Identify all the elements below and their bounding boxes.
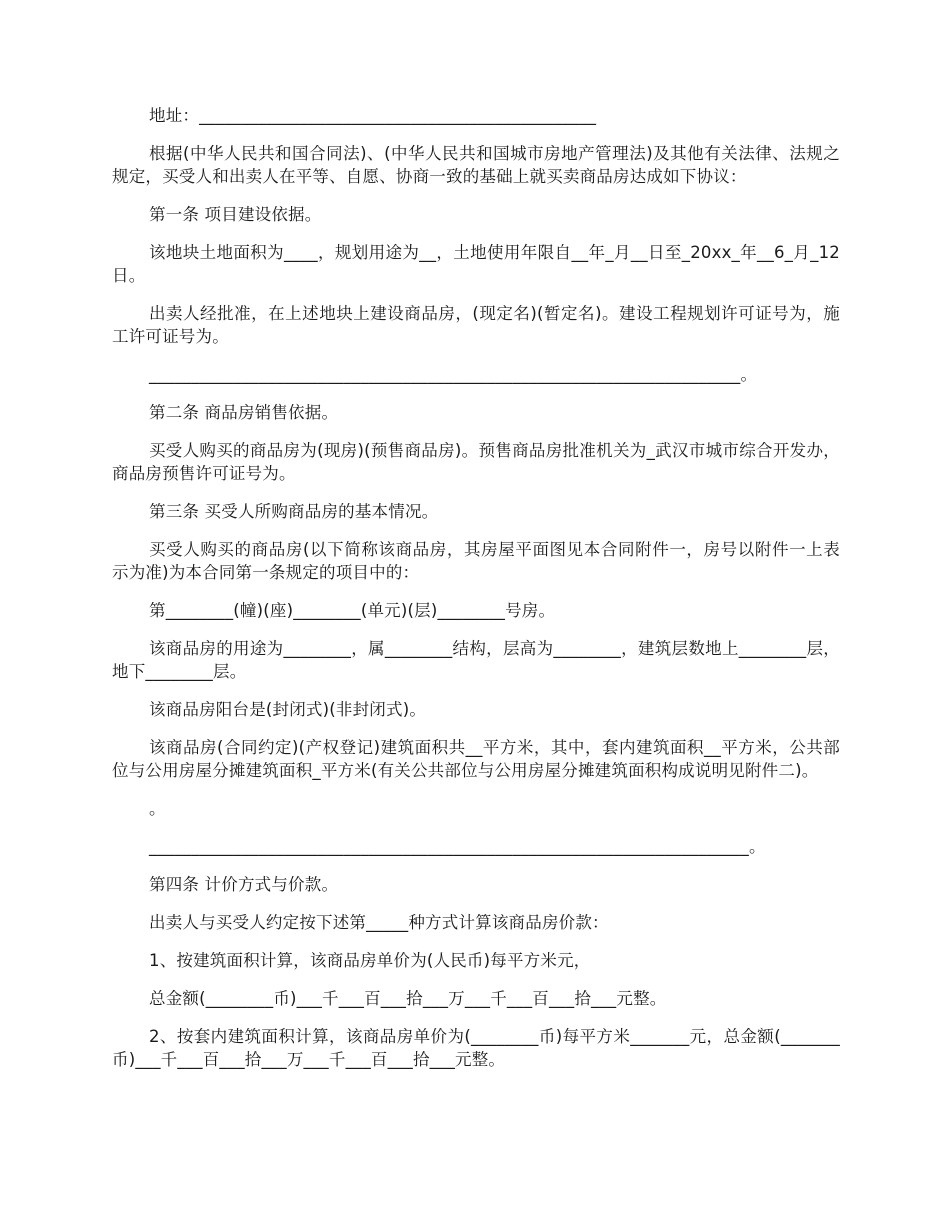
contract-page xyxy=(112,104,840,1086)
article-3-blank-line: _______________________________________________________________________。 xyxy=(149,837,766,856)
article-3-use-paragraph: 该商品房的用途为________，属________结构，层高为________，建筑层数地上________层，地下________层。 xyxy=(112,639,840,681)
article-3-unit-line: 第________(幢)(座)________(单元)(层)________号房。 xyxy=(149,601,556,620)
article-1-permit-paragraph: 出卖人经批准，在上述地块上建设商品房，(现定名)(暂定名)。建设工程规划许可证号为，施工许可证号为。 xyxy=(112,304,840,346)
article-2-body: 买受人购买的商品房为(现房)(预售商品房)。预售商品房批准机关为_武汉市城市综合开发办，商品房预售许可证号为。 xyxy=(112,441,840,483)
article-3-area-paragraph: 该商品房(合同约定)(产权登记)建筑面积共__平方米，其中，套内建筑面积__平方米，公共部位与公用房屋分摊建筑面积_平方米(有关公共部位与公用房屋分摊建筑面积构成说明见附件二)。 xyxy=(112,738,840,780)
article-4-total-1: 总金额(________币)___千___百___拾___万___千___百___拾___元整。 xyxy=(149,989,667,1008)
article-1-title: 第一条 项目建设依据。 xyxy=(149,205,322,224)
address-line: 地址：_______________________________________________ xyxy=(149,106,597,125)
article-4-body: 出卖人与买受人约定按下述第_____种方式计算该商品房价款： xyxy=(149,913,609,932)
article-4-title: 第四条 计价方式与价款。 xyxy=(149,875,339,894)
article-3-dot-line: 。 xyxy=(149,799,166,818)
article-1-land-paragraph: 该地块土地面积为____，规划用途为__，土地使用年限自__年_月__日至_20xx_年__6_月_12日。 xyxy=(112,243,840,285)
article-3-balcony-line: 该商品房阳台是(封闭式)(非封闭式)。 xyxy=(149,700,427,719)
article-4-item-1: 1、按建筑面积计算，该商品房单价为(人民币)每平方米元， xyxy=(149,951,591,970)
article-3-title: 第三条 买受人所购商品房的基本情况。 xyxy=(149,502,439,521)
preamble-paragraph: 根据(中华人民共和国合同法)、(中华人民共和国城市房地产管理法)及其他有关法律、法规之规定，买受人和出卖人在平等、自愿、协商一致的基础上就买卖商品房达成如下协议： xyxy=(112,144,840,186)
article-3-body: 买受人购买的商品房(以下简称该商品房，其房屋平面图见本合同附件一，房号以附件一上表示为准)为本合同第一条规定的项目中的： xyxy=(112,540,840,582)
article-4-item-2: 2、按套内建筑面积计算，该商品房单价为(________币)每平方米_______元，总金额(_______币)___千___百___拾___万___千___百___拾___元整。 xyxy=(112,1027,840,1069)
article-1-blank-line: ______________________________________________________________________。 xyxy=(149,365,758,384)
article-2-title: 第二条 商品房销售依据。 xyxy=(149,403,339,422)
